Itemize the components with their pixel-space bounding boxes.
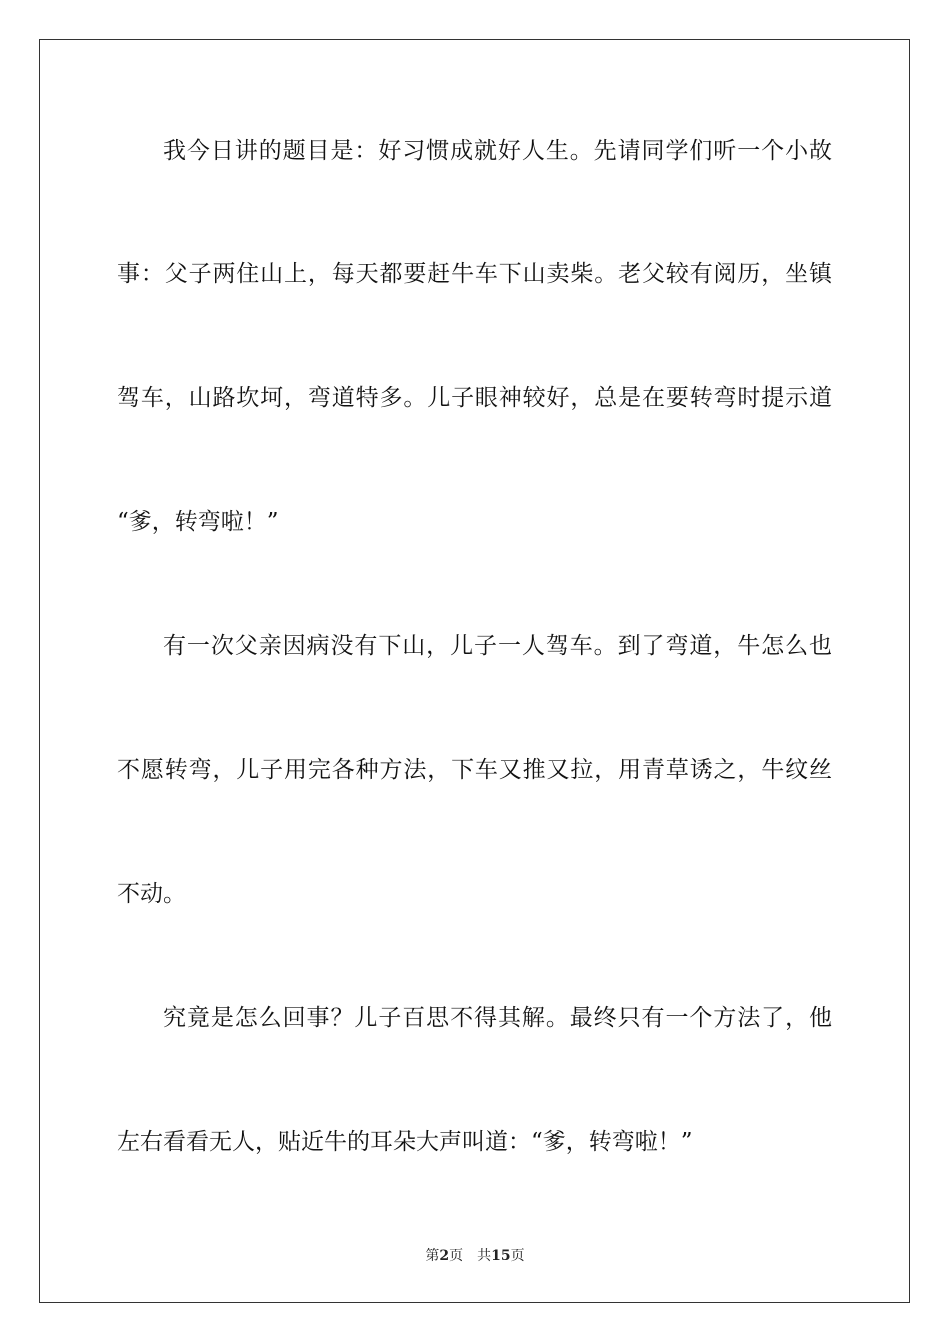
paragraph-3-line-2: 左右看看无人，贴近牛的耳朵大声叫道：“爹，转弯啦！” [117, 1129, 693, 1155]
paragraph-1-line-2: 事：父子两住山上，每天都要赶牛车下山卖柴。老父较有阅历，坐镇 [117, 261, 832, 287]
paragraph-3-line-1: 究竟是怎么回事？儿子百思不得其解。最终只有一个方法了，他 [163, 1005, 832, 1031]
paragraph-1-line-3: 驾车，山路坎坷，弯道特多。儿子眼神较好，总是在要转弯时提示道 [117, 385, 832, 411]
paragraph-1-line-1: 我今日讲的题目是：好习惯成就好人生。先请同学们听一个小故 [163, 138, 832, 164]
total-pages-suffix: 页 [510, 1248, 525, 1264]
page-number-suffix: 页 [449, 1248, 464, 1264]
page-frame [39, 39, 910, 1303]
paragraph-2-line-3: 不动。 [117, 881, 186, 907]
page-number-prefix: 第 [425, 1248, 440, 1264]
total-pages: 15 [491, 1248, 511, 1264]
total-pages-prefix: 共 [477, 1248, 492, 1264]
paragraph-2-line-2: 不愿转弯，儿子用完各种方法，下车又推又拉，用青草诱之，牛纹丝 [117, 757, 832, 783]
paragraph-1-line-4: “爹，转弯啦！” [117, 509, 279, 535]
page-footer [0, 1247, 950, 1265]
paragraph-2-line-1: 有一次父亲因病没有下山，儿子一人驾车。到了弯道，牛怎么也 [163, 633, 832, 659]
page-number: 2 [439, 1248, 450, 1264]
